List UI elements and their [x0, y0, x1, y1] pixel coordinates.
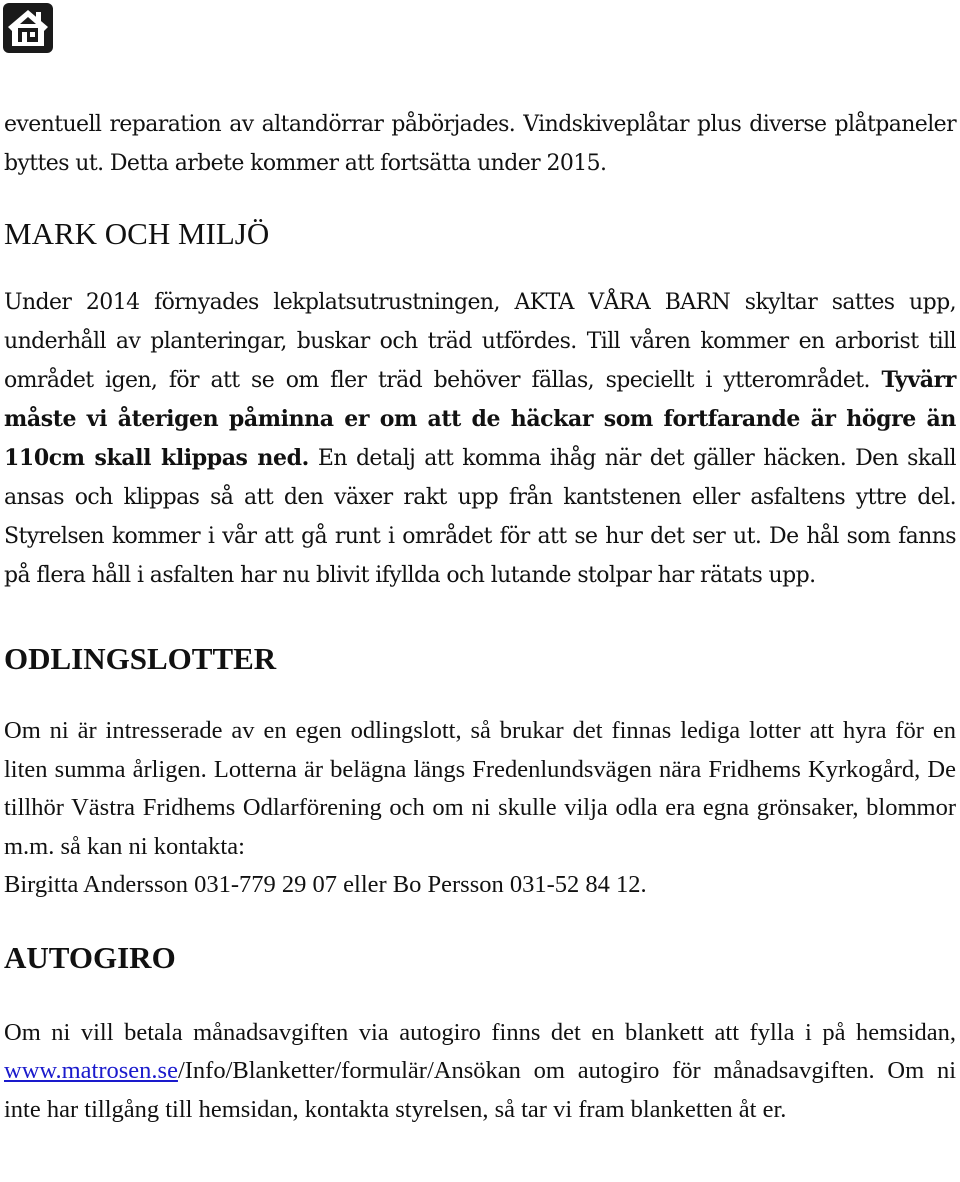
document-page [4, 105, 956, 1129]
heading-odlingslotter: ODLINGSLOTTER [4, 641, 277, 676]
odlingslotter-contact: Birgitta Andersson 031-779 29 07 eller Bo Persson 031-52 84 12. [4, 871, 647, 898]
heading-mark-och-miljo: MARK OCH MILJÖ [4, 216, 270, 251]
mark-och-miljo-paragraph [4, 283, 956, 595]
matrosen-link[interactable]: www.matrosen.se [4, 1057, 178, 1084]
odlingslotter-paragraph: Om ni är intresserade av en egen odlingslott, så brukar det finnas lediga lotter att hyra för en liten summa årligen. Lotterna är belägna längs Fredenlundsvägen nära Fridhems Kyrkogård, De tillhör Västra Fridhems Odlarförening och om ni skulle vilja odla era egna grönsaker, blommor m.m. så kan ni kontakta: [4, 717, 956, 860]
mark-text-end: En detalj att komma ihåg när det gäller häcken. Den skall ansas och klippas så att den växer rakt upp från kantstenen eller asfaltens yttre del. Styrelsen kommer i vår att gå runt i området för att se hur det ser ut. De hål som fanns på flera håll i asfalten har nu blivit ifyllda och lutande stolpar har rätats upp. [4, 446, 956, 588]
autogiro-paragraph [4, 1014, 956, 1130]
hedge-warning: Tyvärr måste vi återigen påminna er om att de häckar som fortfarande är högre än 110cm skall klippas ned. [4, 367, 956, 471]
autogiro-text-path: /Info/Blanketter/formulär/Ansökan om autogiro för månadsavgiften. Om ni inte har tillgång till hemsidan, kontakta styrelsen, så tar vi fram blanketten åt er. [4, 1057, 956, 1123]
home-logo[interactable] [3, 3, 53, 53]
home-icon [3, 3, 53, 53]
intro-paragraph: eventuell reparation av altandörrar påbörjades. Vindskiveplåtar plus diverse plåtpaneler byttes ut. Detta arbete kommer att fortsätta under 2015. [4, 112, 956, 176]
autogiro-text-start: Om ni vill betala månadsavgiften via autogiro finns det en blankett att fylla i på hemsidan, [4, 1018, 956, 1046]
mark-text-start: Under 2014 förnyades lekplatsutrustningen, AKTA VÅRA BARN skyltar sattes upp, underhåll av planteringar, buskar och träd utfördes. Till våren kommer en arborist till området igen, för att se om fler träd behöver fällas, speciellt i ytterområdet. [4, 290, 956, 393]
heading-autogiro: AUTOGIRO [4, 939, 176, 975]
